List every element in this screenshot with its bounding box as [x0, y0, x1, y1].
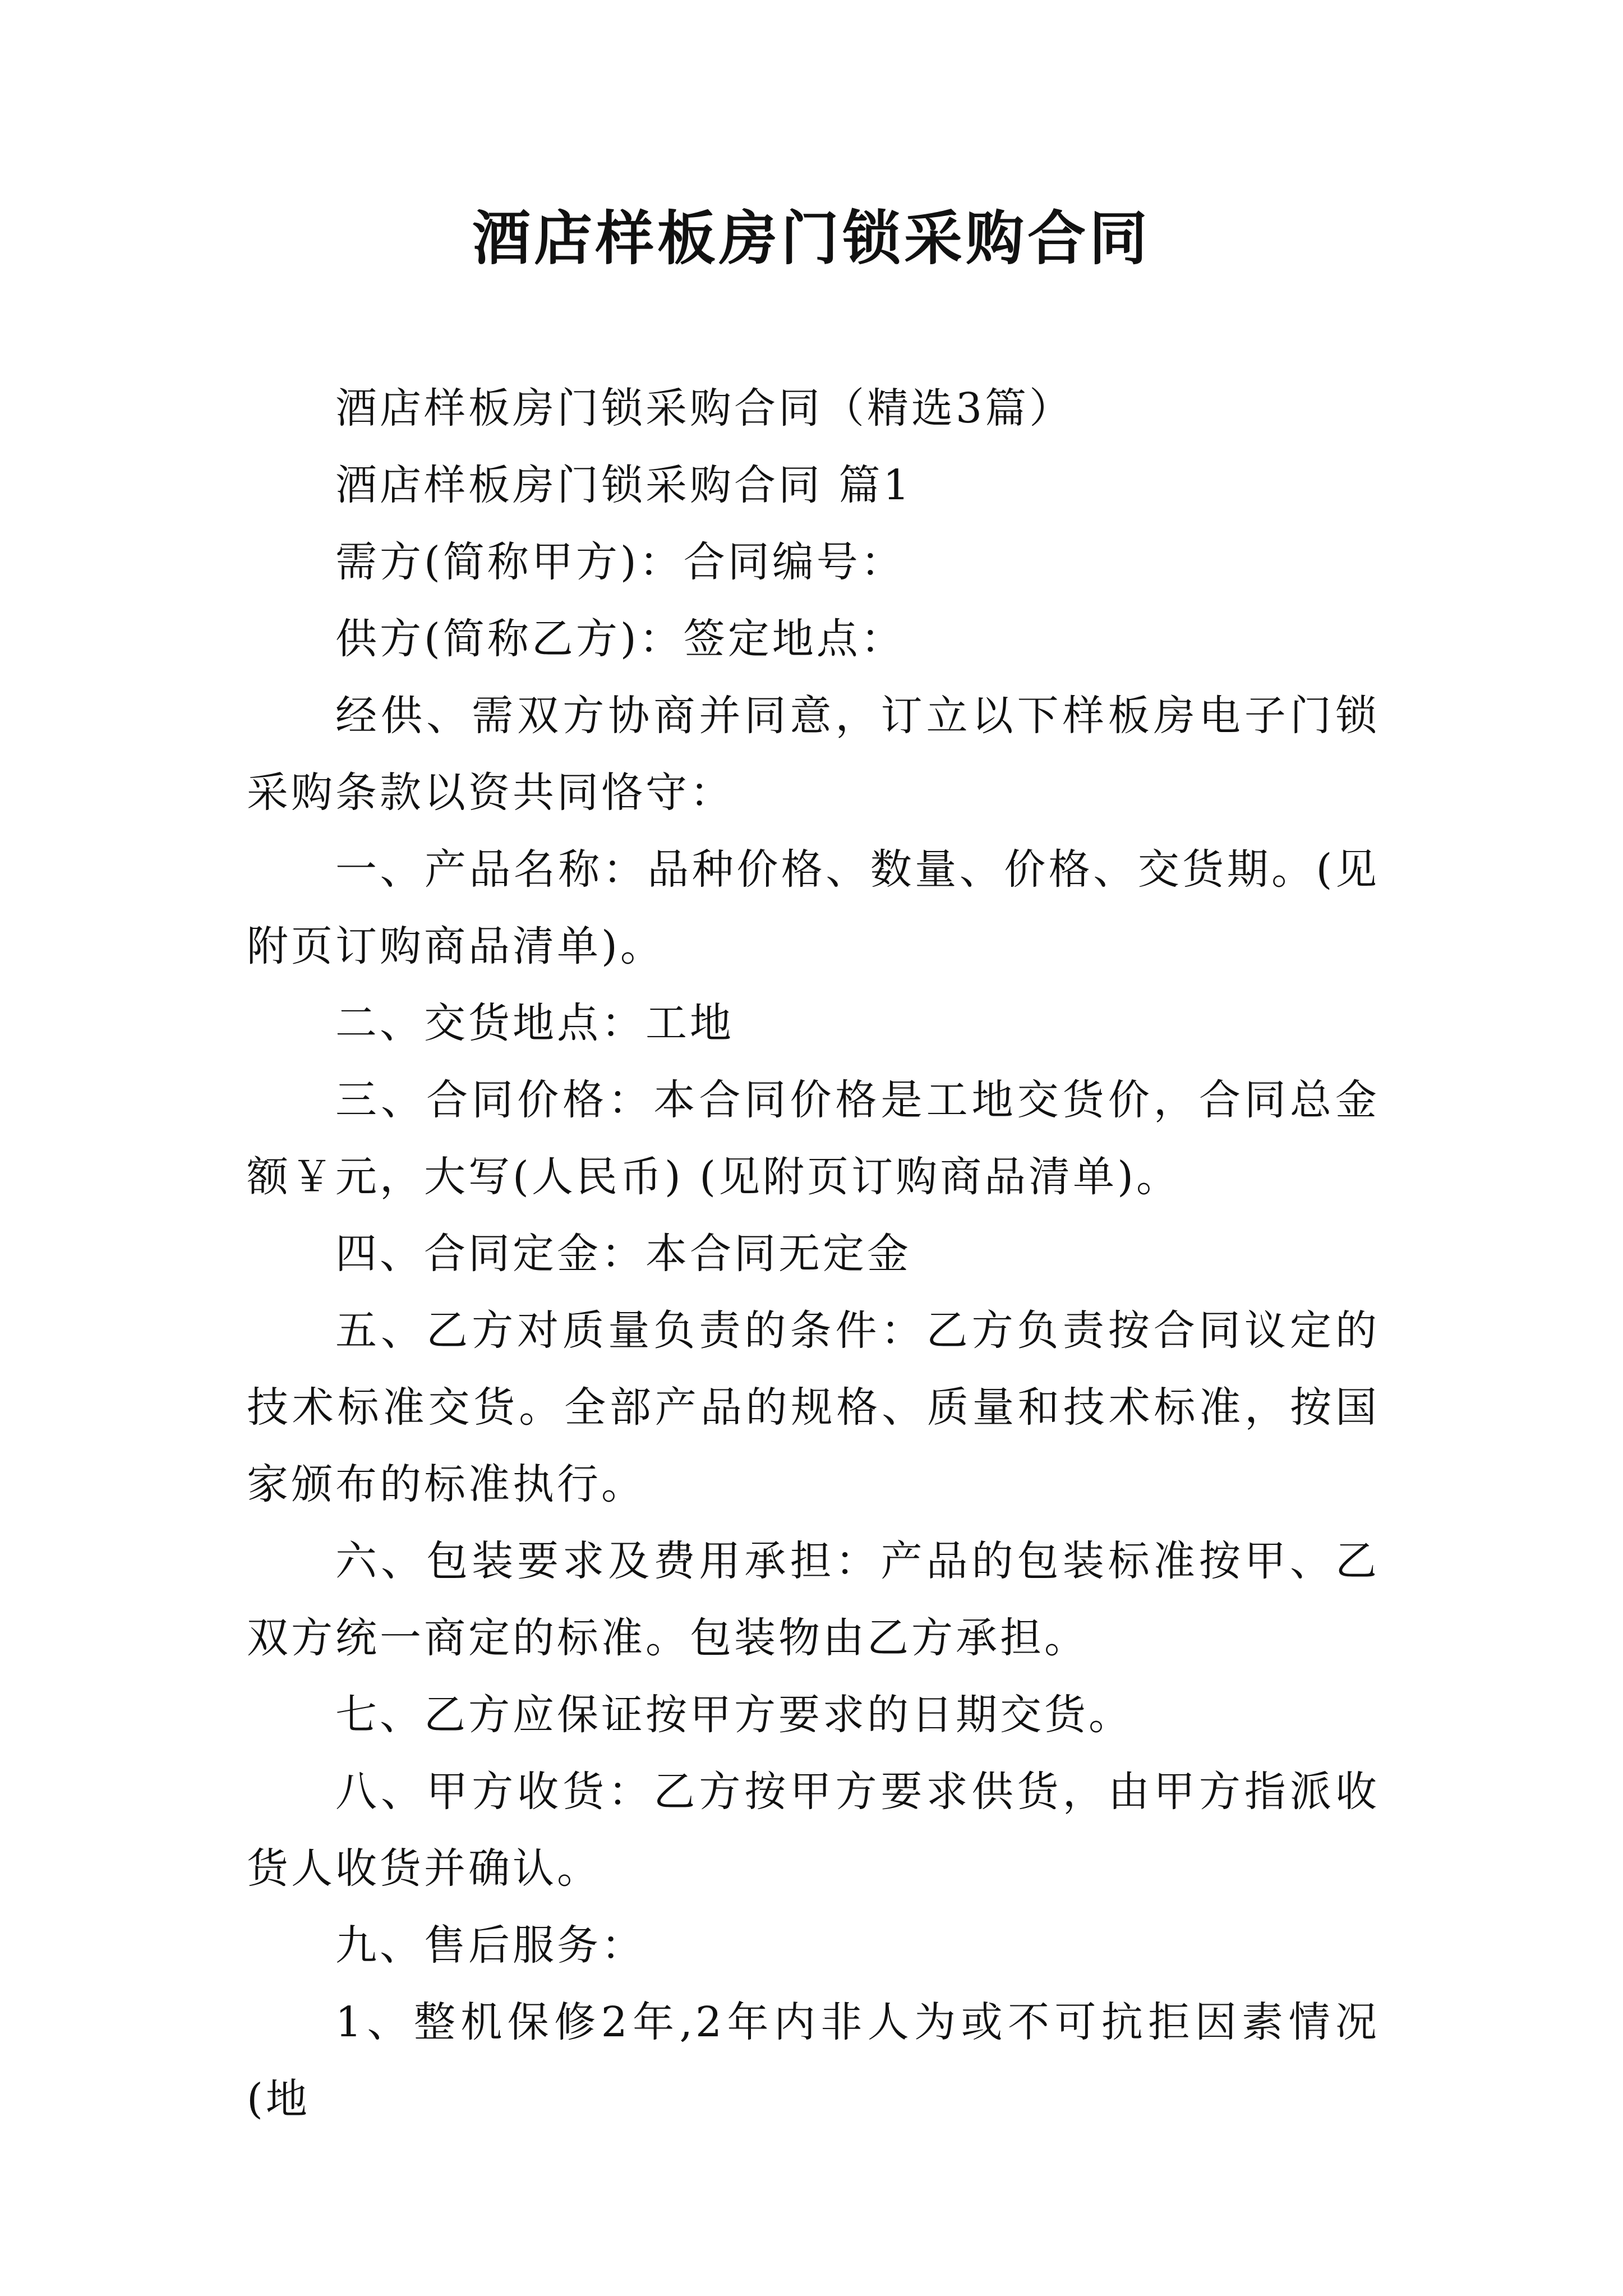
paragraph-clause-3: 三、合同价格：本合同价格是工地交货价，合同总金额￥元，大写(人民币) (见附页订购商品清单)。 [247, 1076, 1380, 1201]
paragraph-clause-9: 九、售后服务： [335, 1921, 645, 1970]
document-title: 酒店样板房门锁采购合同 [472, 204, 1151, 273]
document-body [247, 370, 1380, 2138]
paragraph-clause-5: 五、乙方对质量负责的条件：乙方负责按合同议定的技术标准交货。全部产品的规格、质量和技术标准，按国家颁布的标准执行。 [247, 1306, 1380, 1508]
paragraph-clause-7: 七、乙方应保证按甲方要求的日期交货。 [335, 1691, 1133, 1739]
paragraph-clause-9-item-1: 1、整机保修2年,2年内非人为或不可抗拒因素情况(地 [247, 1998, 1380, 2123]
paragraph-clause-4: 四、合同定金：本合同无定金 [335, 1230, 911, 1278]
paragraph-subtitle: 酒店样板房门锁采购合同（精选3篇） [335, 384, 1074, 432]
paragraph-clause-2: 二、交货地点：工地 [335, 999, 734, 1047]
paragraph-buyer: 需方(简称甲方)：合同编号： [335, 538, 905, 586]
paragraph-section-heading: 酒店样板房门锁采购合同 篇1 [335, 461, 912, 509]
paragraph-preamble: 经供、需双方协商并同意，订立以下样板房电子门锁采购条款以资共同恪守： [247, 692, 1380, 817]
paragraph-clause-1: 一、产品名称：品种价格、数量、价格、交货期。(见附页订购商品清单)。 [247, 845, 1380, 970]
paragraph-supplier: 供方(简称乙方)：签定地点： [335, 615, 905, 663]
paragraph-clause-6: 六、包装要求及费用承担：产品的包装标准按甲、乙双方统一商定的标准。包装物由乙方承担。 [247, 1537, 1380, 1662]
paragraph-clause-8: 八、甲方收货：乙方按甲方要求供货，由甲方指派收货人收货并确认。 [247, 1768, 1380, 1893]
